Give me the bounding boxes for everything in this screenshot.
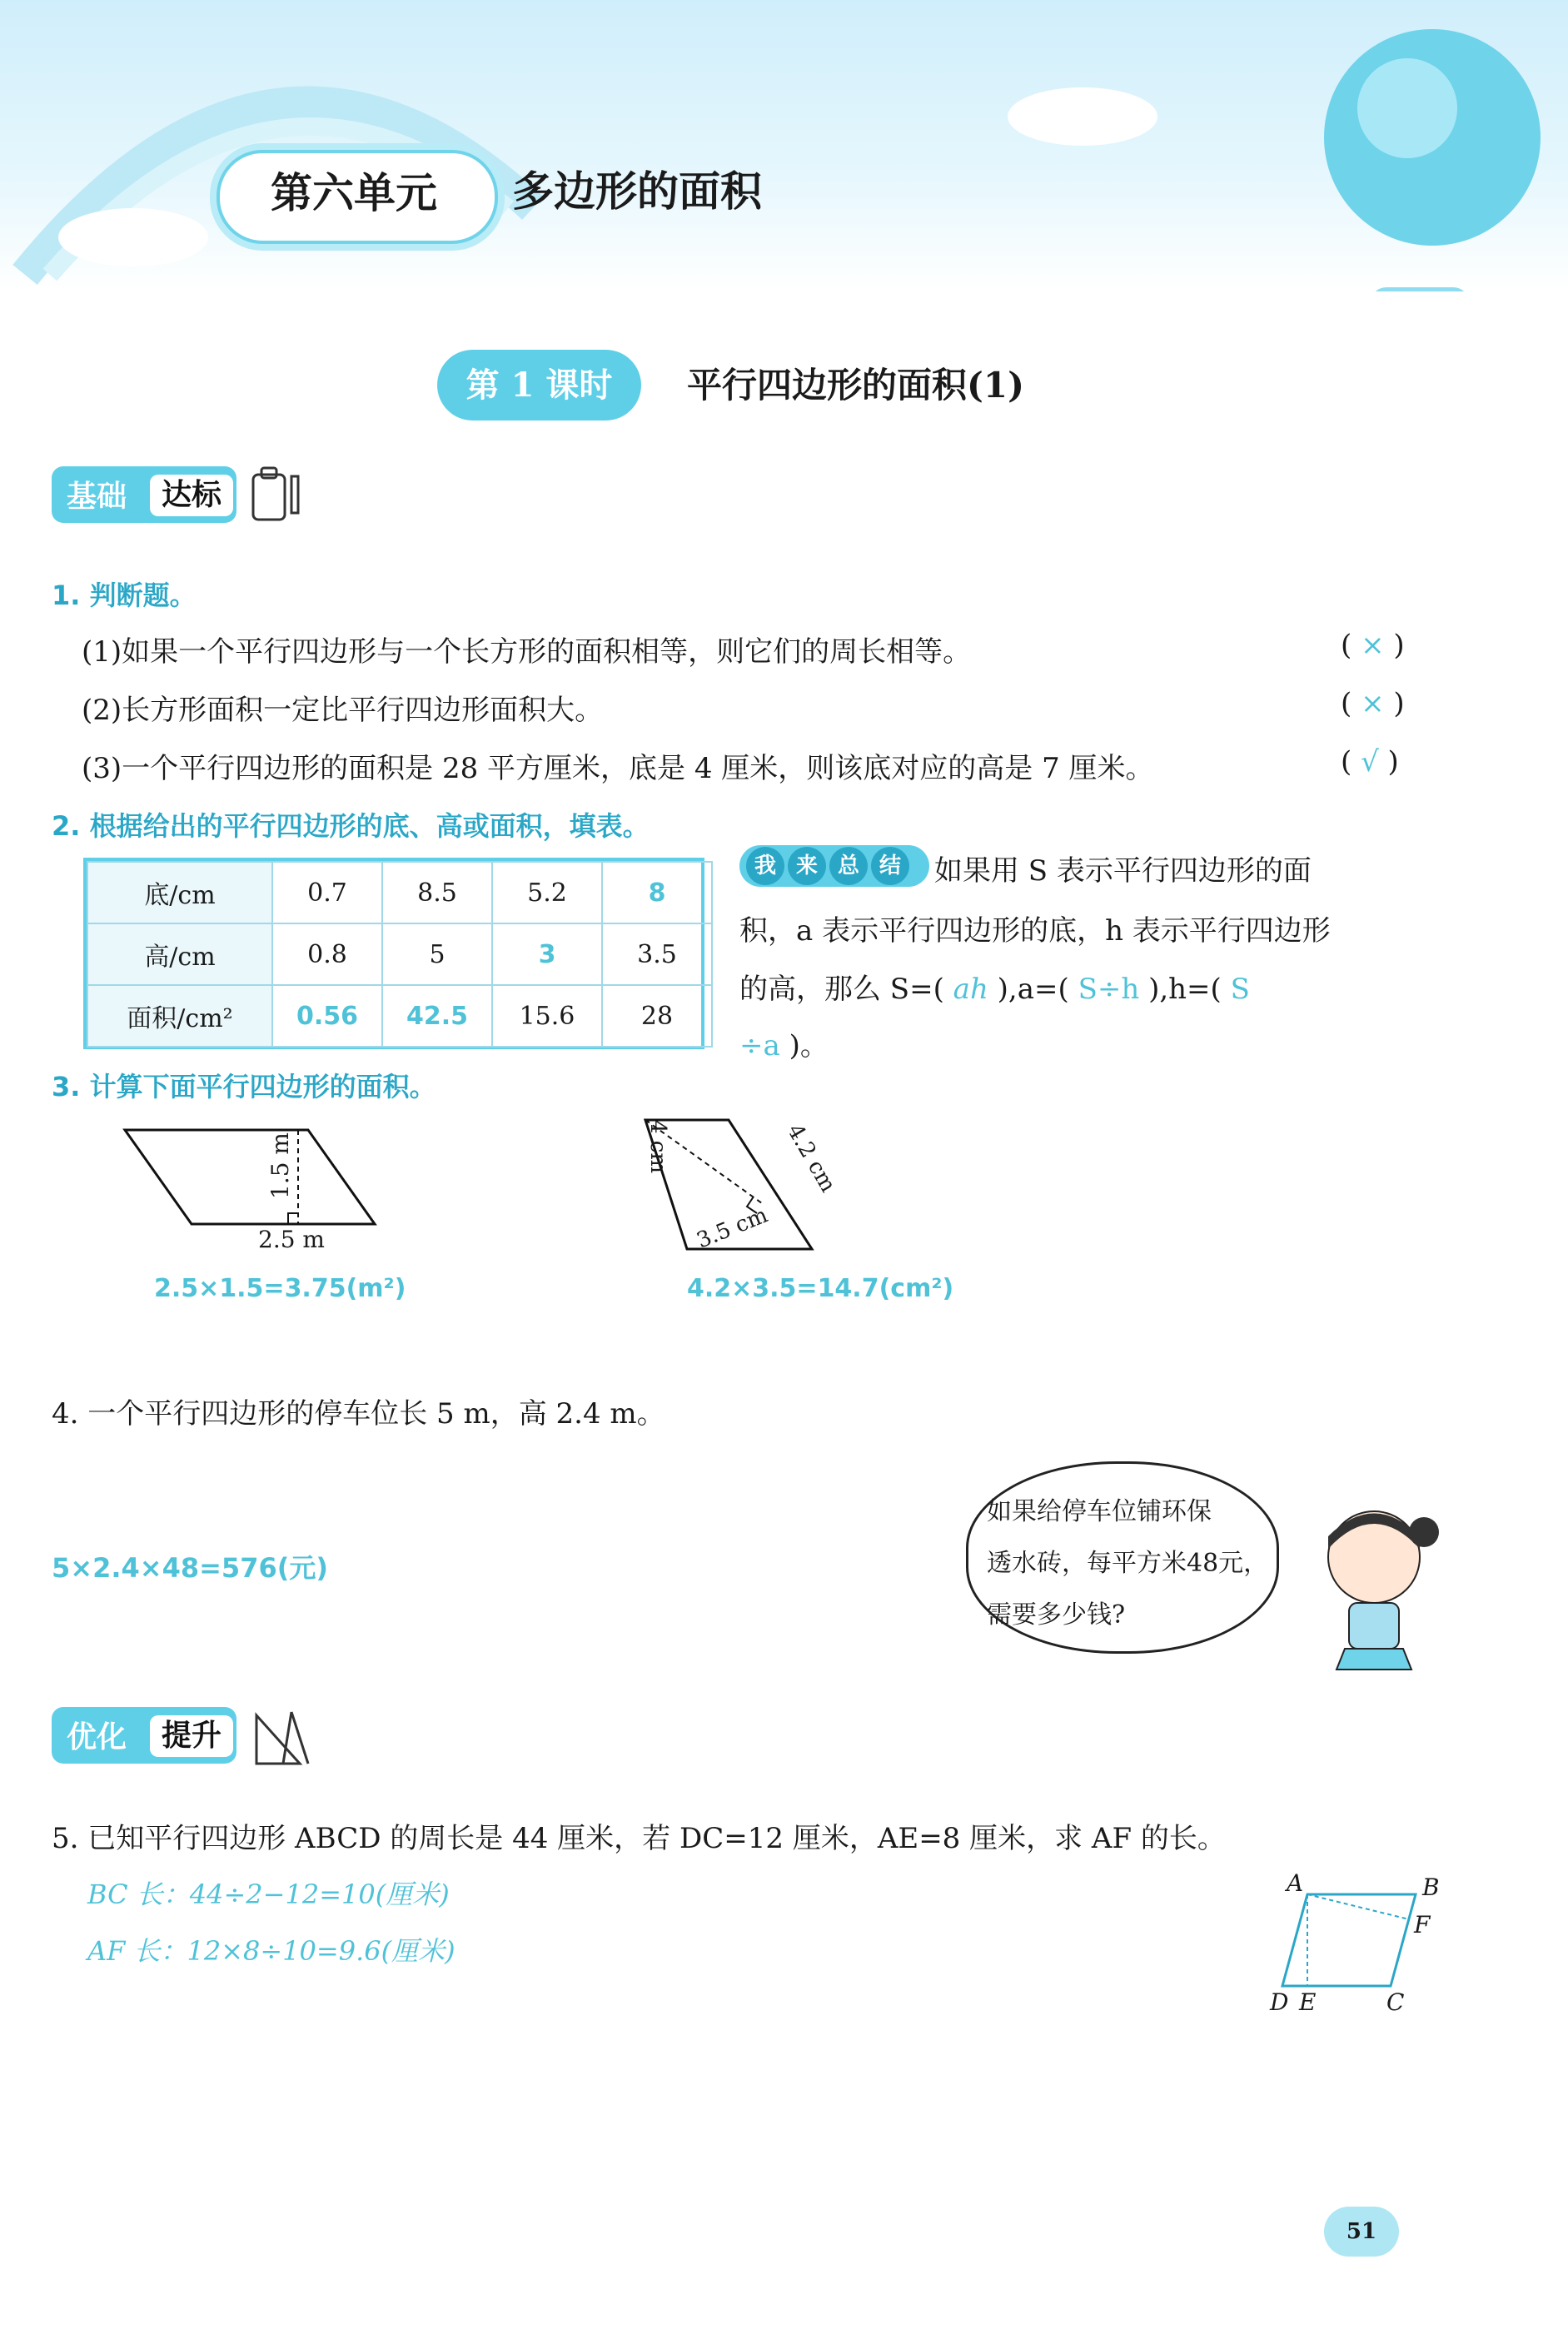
cell: 28 xyxy=(602,985,712,1047)
summary-line-1: 如果用 S 表示平行四边形的面 xyxy=(934,854,1312,888)
q1-answer-2: × xyxy=(1361,687,1385,720)
q3-answer-2: 4.2×3.5=14.7(cm²) xyxy=(687,1274,954,1303)
q1-answer-1: × xyxy=(1361,629,1385,662)
girl-illustration xyxy=(1299,1499,1441,1690)
section-basic-right: 达标 xyxy=(150,475,233,516)
ruler-compass-icon xyxy=(250,1705,316,1768)
lesson-badge: 第 1 课时 xyxy=(437,350,641,421)
fig2-height-label: 3.5 cm xyxy=(693,1202,772,1254)
cell: 0.8 xyxy=(272,923,382,985)
summary-tag-char: 总 xyxy=(829,847,868,885)
clipboard-icon xyxy=(248,465,306,525)
section-basic-left: 基础 xyxy=(67,480,127,514)
summary-line-2: 积，a 表示平行四边形的底，h 表示平行四边形 xyxy=(739,914,1331,948)
q1-paren-1: ( × ) xyxy=(1341,629,1405,662)
page-number: 51 xyxy=(1324,2207,1399,2257)
fill-table xyxy=(87,861,713,1048)
row-label-area: 面积/cm² xyxy=(87,985,272,1047)
cell-answer: 8 xyxy=(602,862,712,923)
fig1-base-label: 2.5 m xyxy=(258,1226,325,1253)
section-basic-tag xyxy=(52,466,236,523)
summary-line-3 xyxy=(739,966,1250,1007)
q1-title: 1. 判断题。 xyxy=(52,580,197,611)
q4-title: 4. 一个平行四边形的停车位长 5 m，高 2.4 m。 xyxy=(52,1397,665,1431)
q5-answer-1: BC 长：44÷2−12=10(厘米) xyxy=(87,1879,450,1910)
summary-tag-char: 来 xyxy=(788,847,826,885)
bubble-line: 如果给停车位铺环保 xyxy=(987,1497,1212,1526)
row-label-base: 底/cm xyxy=(87,862,272,923)
label-a: A xyxy=(1287,1869,1304,1897)
section-adv-left: 优化 xyxy=(67,1720,127,1754)
summary-answer-h-cont: ÷a xyxy=(739,1029,780,1063)
cell: 3.5 xyxy=(602,923,712,985)
bubble-line: 透水砖，每平方米48元， xyxy=(987,1549,1269,1578)
summary-tag-char: 结 xyxy=(871,847,909,885)
summary-answer-h: S xyxy=(1230,973,1250,1006)
parallelogram-abcd-figure xyxy=(1266,1878,1441,2011)
summary-line-4 xyxy=(739,1023,829,1063)
q1-item-2: (2)长方形面积一定比平行四边形面积大。 xyxy=(82,694,604,727)
label-f: F xyxy=(1414,1911,1431,1938)
summary-tag xyxy=(739,845,929,887)
parallelogram-figure-1 xyxy=(117,1120,400,1237)
section-adv-tag xyxy=(52,1707,236,1764)
cell-answer: 0.56 xyxy=(272,985,382,1047)
summary-tag-char: 我 xyxy=(746,847,784,885)
summary-text: ),a=( xyxy=(997,973,1069,1006)
header-decoration xyxy=(0,0,1568,291)
summary-text: ),h=( xyxy=(1148,973,1222,1006)
q4-answer: 5×2.4×48=576(元) xyxy=(52,1552,328,1584)
cell: 5.2 xyxy=(492,862,602,923)
q1-item-1: (1)如果一个平行四边形与一个长方形的面积相等，则它们的周长相等。 xyxy=(82,635,972,669)
q2-title: 2. 根据给出的平行四边形的底、高或面积，填表。 xyxy=(52,810,650,842)
cell: 0.7 xyxy=(272,862,382,923)
fig2-right-label: 4.2 cm xyxy=(782,1120,841,1197)
label-c: C xyxy=(1386,1988,1405,2016)
fig1-height-label: 1.5 m xyxy=(266,1132,294,1199)
q3-title: 3. 计算下面平行四边形的面积。 xyxy=(52,1071,436,1102)
bubble-line: 需要多少钱? xyxy=(987,1600,1126,1630)
lesson-title: 平行四边形的面积(1) xyxy=(687,365,1024,406)
label-d: D xyxy=(1270,1988,1289,2016)
q3-answer-1: 2.5×1.5=3.75(m²) xyxy=(154,1274,406,1303)
cell: 5 xyxy=(382,923,492,985)
q5-title: 5. 已知平行四边形 ABCD 的周长是 44 厘米，若 DC=12 厘米，AE=8 厘米，求 AF 的长。 xyxy=(52,1822,1226,1855)
section-adv-right: 提升 xyxy=(150,1715,233,1757)
speech-bubble-text xyxy=(987,1486,1268,1641)
label-e: E xyxy=(1299,1988,1317,2016)
q1-answer-3: √ xyxy=(1361,745,1379,779)
summary-answer-s: ah xyxy=(953,973,988,1006)
cell-answer: 42.5 xyxy=(382,985,492,1047)
summary-text: 的高，那么 S=( xyxy=(739,973,944,1006)
unit-title: 第六单元 xyxy=(271,169,437,217)
row-label-height: 高/cm xyxy=(87,923,272,985)
cell-answer: 3 xyxy=(492,923,602,985)
q1-paren-3: ( √ ) xyxy=(1341,745,1399,779)
fig2-left-label: 4 cm xyxy=(645,1120,670,1174)
q5-answer-2: AF 长：12×8÷10=9.6(厘米) xyxy=(87,1935,455,1967)
q1-paren-2: ( × ) xyxy=(1341,687,1405,720)
summary-answer-a: S÷h xyxy=(1078,973,1140,1006)
cell: 8.5 xyxy=(382,862,492,923)
summary-text: )。 xyxy=(789,1029,829,1063)
unit-subtitle: 多边形的面积 xyxy=(512,167,762,216)
label-b: B xyxy=(1422,1874,1440,1901)
q1-item-3: (3)一个平行四边形的面积是 28 平方厘米，底是 4 厘米，则该底对应的高是 7 厘米。 xyxy=(82,752,1154,785)
cell: 15.6 xyxy=(492,985,602,1047)
